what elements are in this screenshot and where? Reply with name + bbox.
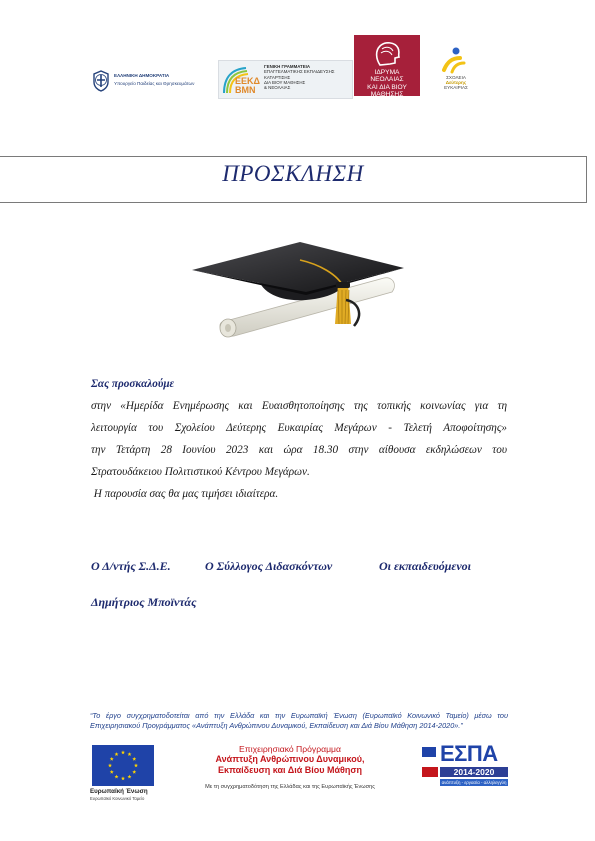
gg-line-3: ΚΑΤΑΡΤΙΣΗΣ [264, 74, 291, 80]
greeting: Σας προσκαλούμε [91, 378, 175, 390]
title-box [0, 156, 587, 203]
espa-accent-bar [422, 767, 438, 777]
svg-text:ΕΕΚΔ: ΕΕΚΔ [235, 76, 260, 86]
graduation-cap-diploma-icon [188, 240, 408, 340]
sde-line-3: ΕΥΚΑΙΡΙΑΣ [444, 85, 468, 90]
funding-note: “Το έργο συγχρηματοδοτείται από την Ελλάδα και την Ευρωπαϊκή Ένωση (Ευρωπαϊκό Κοινωνικό Ταμείο) μέσω του Επιχειρησιακού Προγράμματος «Ανάπτυξη Ανθρώπινου Δυναμικού, Εκπαίδευση και Διά Βίου Μάθηση 2014-2020».” [90, 711, 508, 730]
inedivim-line-1: ΙΔΡΥΜΑ [374, 69, 400, 76]
ministry-line1: ΕΛΛΗΝΙΚΗ ΔΗΜΟΚΡΑΤΙΑ [114, 73, 170, 78]
programme-line1: Επιχειρησιακό Πρόγραμμα [239, 744, 341, 754]
svg-text:ΒΜΝ: ΒΜΝ [235, 85, 256, 95]
operational-programme [170, 744, 410, 791]
body-line-4: Στρατουδάκειου Πολιτιστικού Κέντρου Μεγάρων. [91, 466, 310, 478]
programme-line3: Εκπαίδευση και Διά Βίου Μάθηση [217, 765, 363, 775]
eu-logo [90, 745, 156, 801]
gg-line-4: ΔΙΑ ΒΙΟΥ ΜΑΘΗΣΗΣ [264, 79, 306, 85]
body-line-3: την Τετάρτη 28 Ιουνίου 2023 και ώρα 18.30 στην αίθουσα εκδηλώσεων του [91, 444, 507, 456]
programme-line2: Ανάπτυξη Ανθρώπινου Δυναμικού, [215, 754, 365, 764]
programme-line4: Με τη συγχρηματοδότηση της Ελλάδας και της Ευρωπαϊκής Ένωσης [205, 784, 375, 790]
espa-word: ΕΣΠΑ [440, 741, 498, 766]
inedivim-line-3: ΚΑΙ ΔΙΑ ΒΙΟΥ [367, 83, 407, 91]
sde-line-2: Δεύτερης [445, 80, 467, 85]
gg-line-5: & ΝΕΟΛΑΙΑΣ [264, 85, 291, 91]
inedivim-line-4: ΜΑΘΗΣΗΣ [370, 91, 404, 99]
espa-motto: ανάπτυξη - εργασία - αλληλεγγύη [441, 780, 507, 785]
closing-line: Η παρουσία σας θα μας τιμήσει ιδιαίτερα. [91, 488, 279, 500]
signatures-row [91, 559, 511, 577]
eu-line1: Ευρωπαϊκή Ένωση [90, 788, 148, 795]
espa-years: 2014-2020 [440, 767, 508, 777]
ministry-line2: Υπουργείο Παιδείας και Θρησκευμάτων [114, 81, 195, 86]
espa-flag-icon [422, 747, 436, 757]
inedivim-text [354, 69, 420, 99]
sde-figure-icon [438, 46, 468, 74]
page-title: ΠΡΟΣΚΛΗΣΗ [222, 161, 364, 186]
gg-line-1: ΓΕΝΙΚΗ ΓΡΑΜΜΑΤΕΙΑ [264, 64, 311, 69]
signature-students: Οι εκπαιδευόμενοι [379, 559, 472, 573]
body-line-2: λειτουργία του Σχολείου Δεύτερης Ευκαιρίας Μεγάρων - Τελετή Αποφοίτησης» [91, 422, 507, 434]
eu-flag-icon [92, 745, 154, 786]
general-secretariat-text [264, 64, 335, 90]
sde-text [432, 75, 480, 90]
body-line-1: στην «Ημερίδα Ενημέρωσης και Ευαισθητοποίησης της τοπικής κοινωνίας για τη [91, 400, 507, 412]
second-chance-schools-logo [432, 46, 480, 96]
signature-teachers: Ο Σύλλογος Διδασκόντων [205, 559, 333, 573]
greek-coat-of-arms-icon [92, 70, 110, 92]
gg-line-2: ΕΠΑΓΓΕΛΜΑΤΙΚΗΣ ΕΚΠΑΙΔΕΥΣΗΣ [264, 69, 335, 75]
invitation-body [91, 373, 507, 505]
espa-logo [422, 743, 510, 793]
ministry-logo [92, 70, 212, 94]
inedivim-line-2: ΝΕΟΛΑΙΑΣ [370, 76, 404, 84]
eekd-bmn-mark-icon [222, 65, 260, 95]
director-name: Δημήτριος Μποϊντάς [91, 595, 197, 609]
sde-line-1: ΣΧΟΛΕΙΑ [446, 75, 466, 80]
general-secretariat-logo [218, 60, 353, 99]
inedivim-logo [354, 35, 420, 99]
eu-line2: Ευρωπαϊκό Κοινωνικό Ταμείο [90, 796, 145, 801]
signature-director: Ο Δ/ντής Σ.Δ.Ε. [91, 559, 171, 573]
profile-head-icon [366, 39, 408, 67]
